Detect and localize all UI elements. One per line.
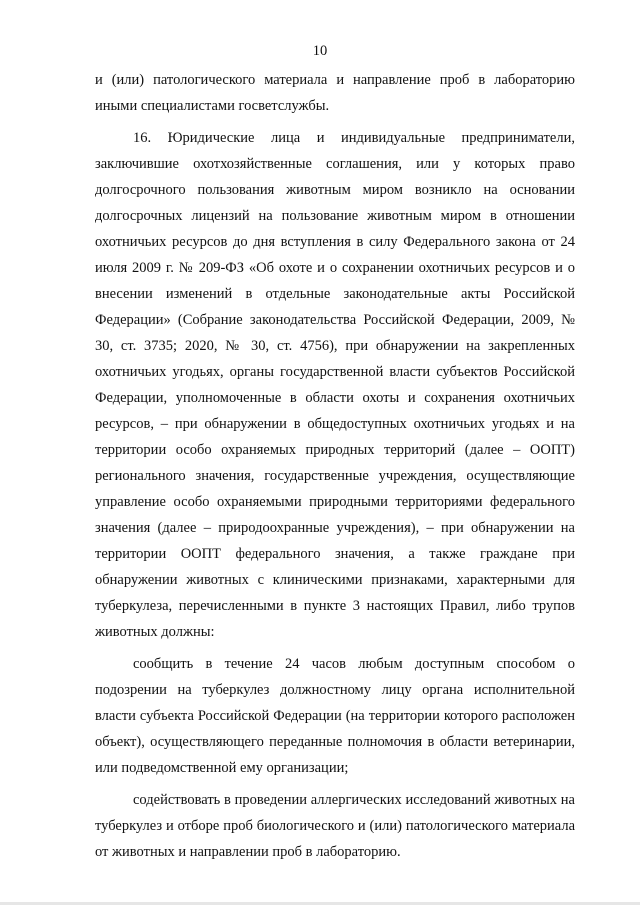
- paragraph-item-16: 16. Юридические лица и индивидуальные предприниматели, заключившие охотхозяйственные соглашения, или у которых право долгосрочного пользования животным миром возникло на основании долгосрочных лицензий на пользование животным миром в отношении охотничьих ресурсов до дня вступления в силу Федерального закона от 24 июля 2009 г. № 209-ФЗ «Об охоте и о сохранении охотничьих ресурсов и о внесении изменений в отдельные законодательные акты Российской Федерации» (Собрание законодательства Российской Федерации, 2009, № 30, ст. 3735; 2020, № 30, ст. 4756), при обнаружении на закрепленных охотничьих угодьях, органы государственной власти субъектов Российской Федерации, уполномоченные в области охоты и сохранения охотничьих ресурсов, – при обнаружении в общедоступных охотничьих угодьях и на территории особо охраняемых природных территорий (далее – ООПТ) регионального значения, государственные учреждения, осуществляющие управление особо охраняемыми природными территориями федерального значения (далее – природоохранные учреждения), – при обнаружении на территории ООПТ федерального значения, а также граждане при обнаружении животных с клиническими признаками, характерными для туберкулеза, перечисленными в пункте 3 настоящих Правил, либо трупов животных должны:: [95, 130, 575, 640]
- page-number: 10: [312, 43, 328, 59]
- paragraph-assist: содействовать в проведении аллергических исследований животных на туберкулез и отборе проб биологического и (или) патологического материала от животных и направлении проб в лабораторию.: [95, 792, 575, 860]
- paragraph-continuation: и (или) патологического материала и направление проб в лабораторию иными специалистами госветслужбы.: [95, 72, 575, 114]
- paragraph-notify: сообщить в течение 24 часов любым доступным способом о подозрении на туберкулез должностному лицу органа исполнительной власти субъекта Российской Федерации (на территории которого расположен объект), осуществляющего переданные полномочия в области ветеринарии, или подведомственной ему организации;: [95, 656, 575, 776]
- document-body: [95, 67, 575, 871]
